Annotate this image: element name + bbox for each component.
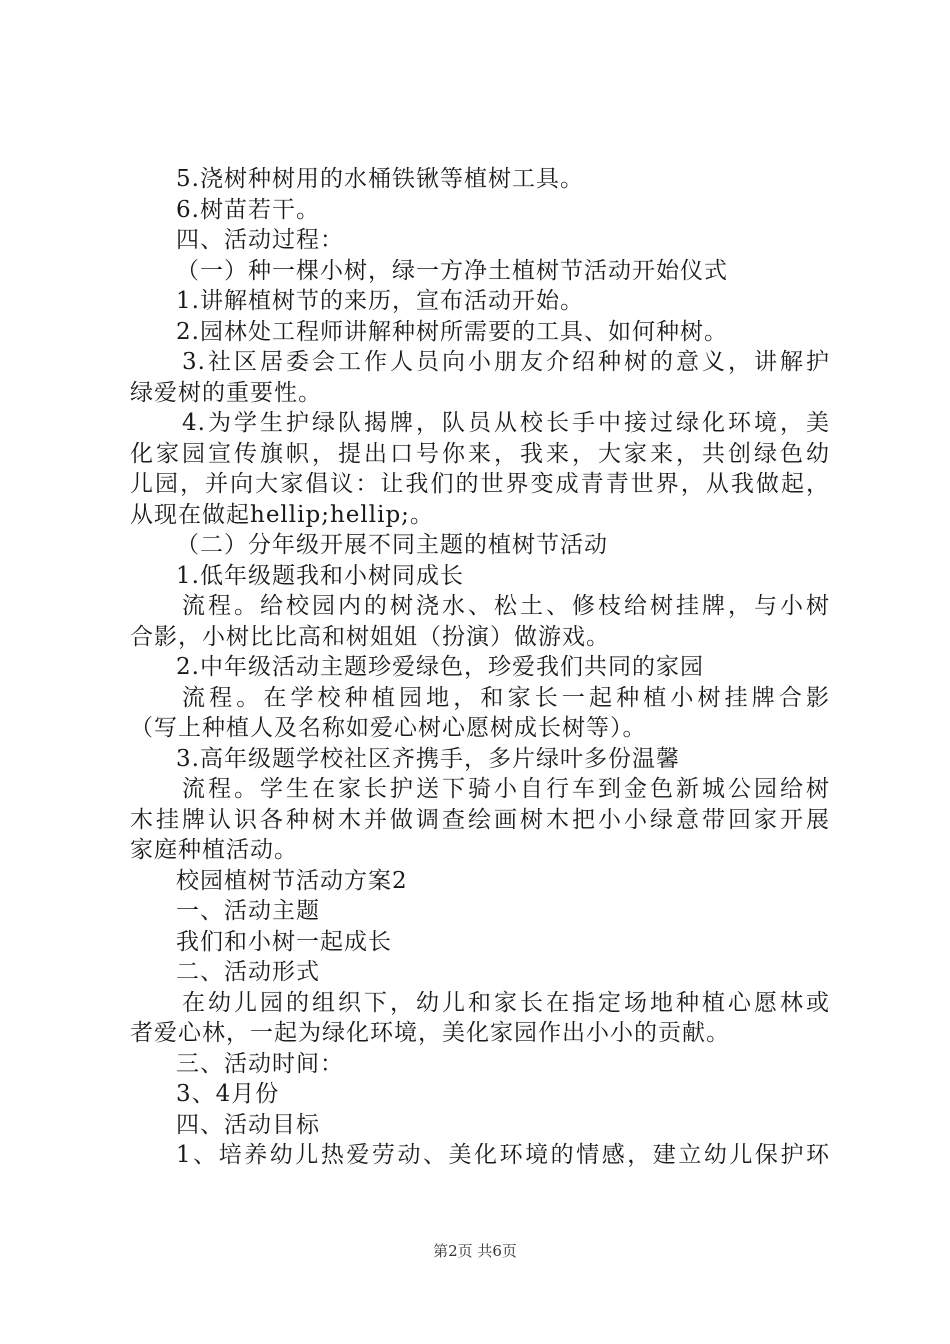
text-line: 3.社区居委会工作人员向小朋友介绍种树的意义，讲解护 (182, 349, 830, 375)
subsection-heading: （一）种一棵小树，绿一方净土植树节活动开始仪式 (176, 257, 728, 284)
text-line: 1.讲解植树节的来历，宣布活动开始。 (176, 288, 584, 314)
text-line: 流程。给校园内的树浇水、松土、修枝给树挂牌，与小树 (182, 593, 830, 619)
text-line: 6.树苗若干。 (176, 196, 320, 223)
section-heading: 四、活动目标 (176, 1111, 320, 1138)
text-line: 流程。学生在家长护送下骑小自行车到金色新城公园给树 (182, 776, 830, 802)
text-line: （写上种植人及名称如爱心树心愿树成长树等）。 (130, 715, 647, 741)
section-heading: 一、活动主题 (176, 898, 320, 924)
text-line: 1、培养幼儿热爱劳动、美化环境的情感，建立幼儿保护环 (176, 1142, 830, 1168)
text-line: 儿园，并向大家倡议：让我们的世界变成青青世界，从我做起， (130, 471, 830, 497)
text-line: 从现在做起hellip;hellip;。 (130, 501, 434, 528)
text-line: 3.高年级题学校社区齐携手，多片绿叶多份温馨 (176, 745, 680, 772)
text-line: 5.浇树种树用的水桶铁锹等植树工具。 (176, 166, 584, 192)
text-line: 3、4月份 (176, 1081, 280, 1107)
text-line: 2.中年级活动主题珍爱绿色，珍爱我们共同的家园 (176, 654, 704, 680)
text-line: 我们和小树一起成长 (176, 928, 392, 955)
text-line: 在幼儿园的组织下，幼儿和家长在指定场地种植心愿林或 (182, 989, 830, 1016)
section-heading: 三、活动时间： (176, 1050, 344, 1077)
page-number-footer: 第2页 共6页 (433, 1242, 517, 1260)
document-body (130, 164, 830, 1171)
text-line: 者爱心林，一起为绿化环境，美化家园作出小小的贡献。 (130, 1020, 730, 1046)
text-line: 绿爱树的重要性。 (130, 379, 322, 406)
text-line: 4.为学生护绿队揭牌，队员从校长手中接过绿化环境，美 (182, 410, 830, 436)
text-line: 化家园宣传旗帜，提出口号你来，我来，大家来，共创绿色幼 (130, 440, 830, 467)
text-line: 2.园林处工程师讲解种树所需要的工具、如何种树。 (176, 318, 728, 345)
text-line: 流程。在学校种植园地，和家长一起种植小树挂牌合影 (182, 684, 830, 711)
text-line: 合影，小树比比高和树姐姐（扮演）做游戏。 (130, 623, 610, 650)
text-line: 木挂牌认识各种树木并做调查绘画树木把小小绿意带回家开展 (130, 806, 830, 833)
text-line: 1.低年级题我和小树同成长 (176, 562, 464, 589)
subsection-heading: （二）分年级开展不同主题的植树节活动 (176, 532, 608, 558)
text-line: 家庭种植活动。 (130, 837, 298, 863)
section-heading: 二、活动形式 (176, 959, 320, 985)
section-title: 校园植树节活动方案2 (176, 867, 408, 894)
section-heading: 四、活动过程： (176, 227, 344, 253)
